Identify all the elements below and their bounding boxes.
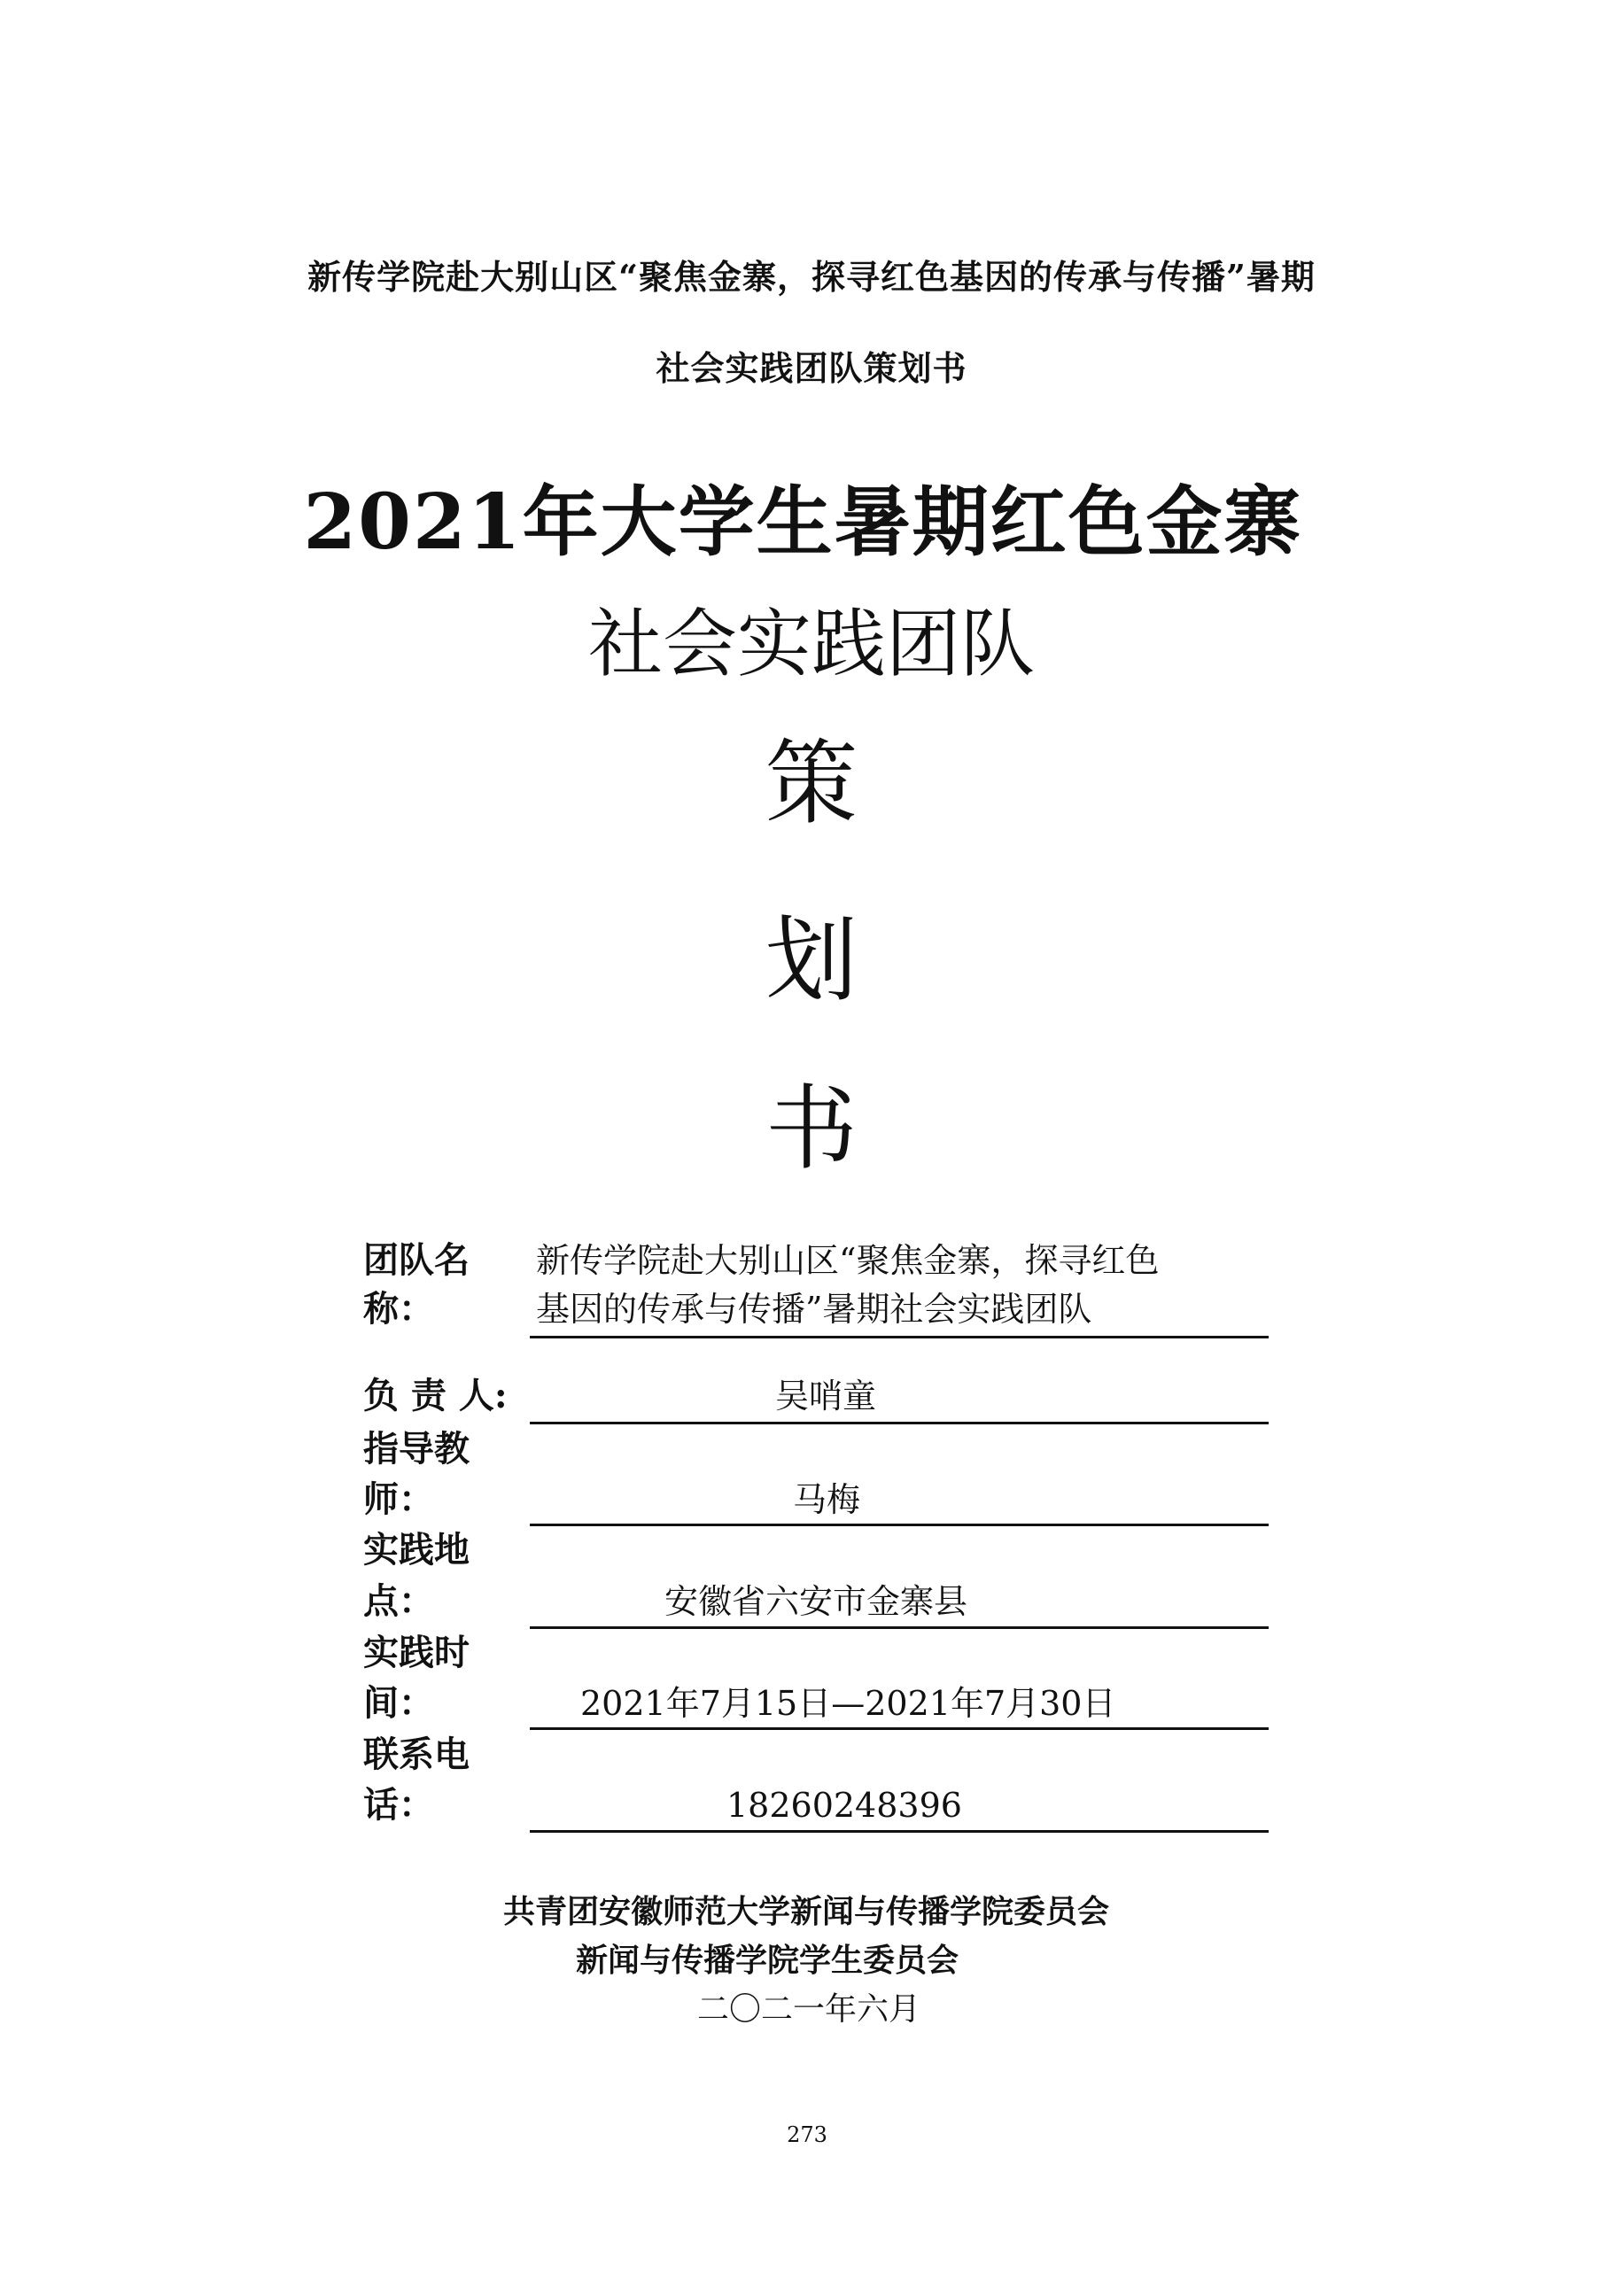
advisor-underline xyxy=(530,1524,1269,1526)
time-underline xyxy=(530,1727,1269,1730)
time-label-1: 实践时 xyxy=(363,1632,470,1673)
location-label-2: 点： xyxy=(363,1580,434,1622)
team-name-value-1: 新传学院赴大别山区“聚焦金寨，探寻红色 xyxy=(536,1241,1160,1280)
main-title-line-1: 2021年大学生暑期红色金寨 xyxy=(303,477,1302,567)
title-char-1: 策 xyxy=(765,729,858,837)
team-name-value-2: 基因的传承与传播”暑期社会实践团队 xyxy=(536,1290,1092,1329)
phone-value: 18260248396 xyxy=(726,1786,962,1825)
time-value: 2021年7月15日—2021年7月30日 xyxy=(580,1684,1116,1723)
location-label-1: 实践地 xyxy=(363,1529,470,1571)
team-name-underline xyxy=(530,1336,1269,1338)
phone-underline xyxy=(530,1830,1269,1833)
title-char-3: 书 xyxy=(765,1074,858,1183)
leader-underline xyxy=(530,1422,1269,1424)
footer-org-2: 新闻与传播学院学生委员会 xyxy=(575,1942,959,1979)
phone-label-2: 话： xyxy=(363,1784,434,1826)
advisor-label-1: 指导教 xyxy=(363,1428,470,1470)
footer-date: 二〇二一年六月 xyxy=(696,1991,920,2028)
header-line-1: 新传学院赴大别山区“聚焦金寨，探寻红色基因的传承与传播”暑期 xyxy=(307,257,1316,297)
location-underline xyxy=(530,1626,1269,1629)
location-value: 安徽省六安市金寨县 xyxy=(664,1582,968,1621)
advisor-label-2: 师： xyxy=(363,1478,434,1520)
advisor-value: 马梅 xyxy=(793,1480,861,1519)
time-label-2: 间： xyxy=(363,1682,434,1724)
leader-label: 负 责 人: xyxy=(363,1375,508,1416)
footer-org-1: 共青团安徽师范大学新闻与传播学院委员会 xyxy=(502,1893,1109,1930)
team-name-label-1: 团队名 xyxy=(363,1239,470,1281)
header-line-2: 社会实践团队策划书 xyxy=(656,348,967,388)
team-name-label-2: 称： xyxy=(363,1288,434,1330)
title-char-2: 划 xyxy=(765,906,858,1014)
leader-value: 吴哨童 xyxy=(775,1377,877,1416)
page-number: 273 xyxy=(787,2122,827,2147)
main-title-line-2: 社会实践团队 xyxy=(587,601,1035,687)
phone-label-1: 联系电 xyxy=(363,1734,470,1775)
